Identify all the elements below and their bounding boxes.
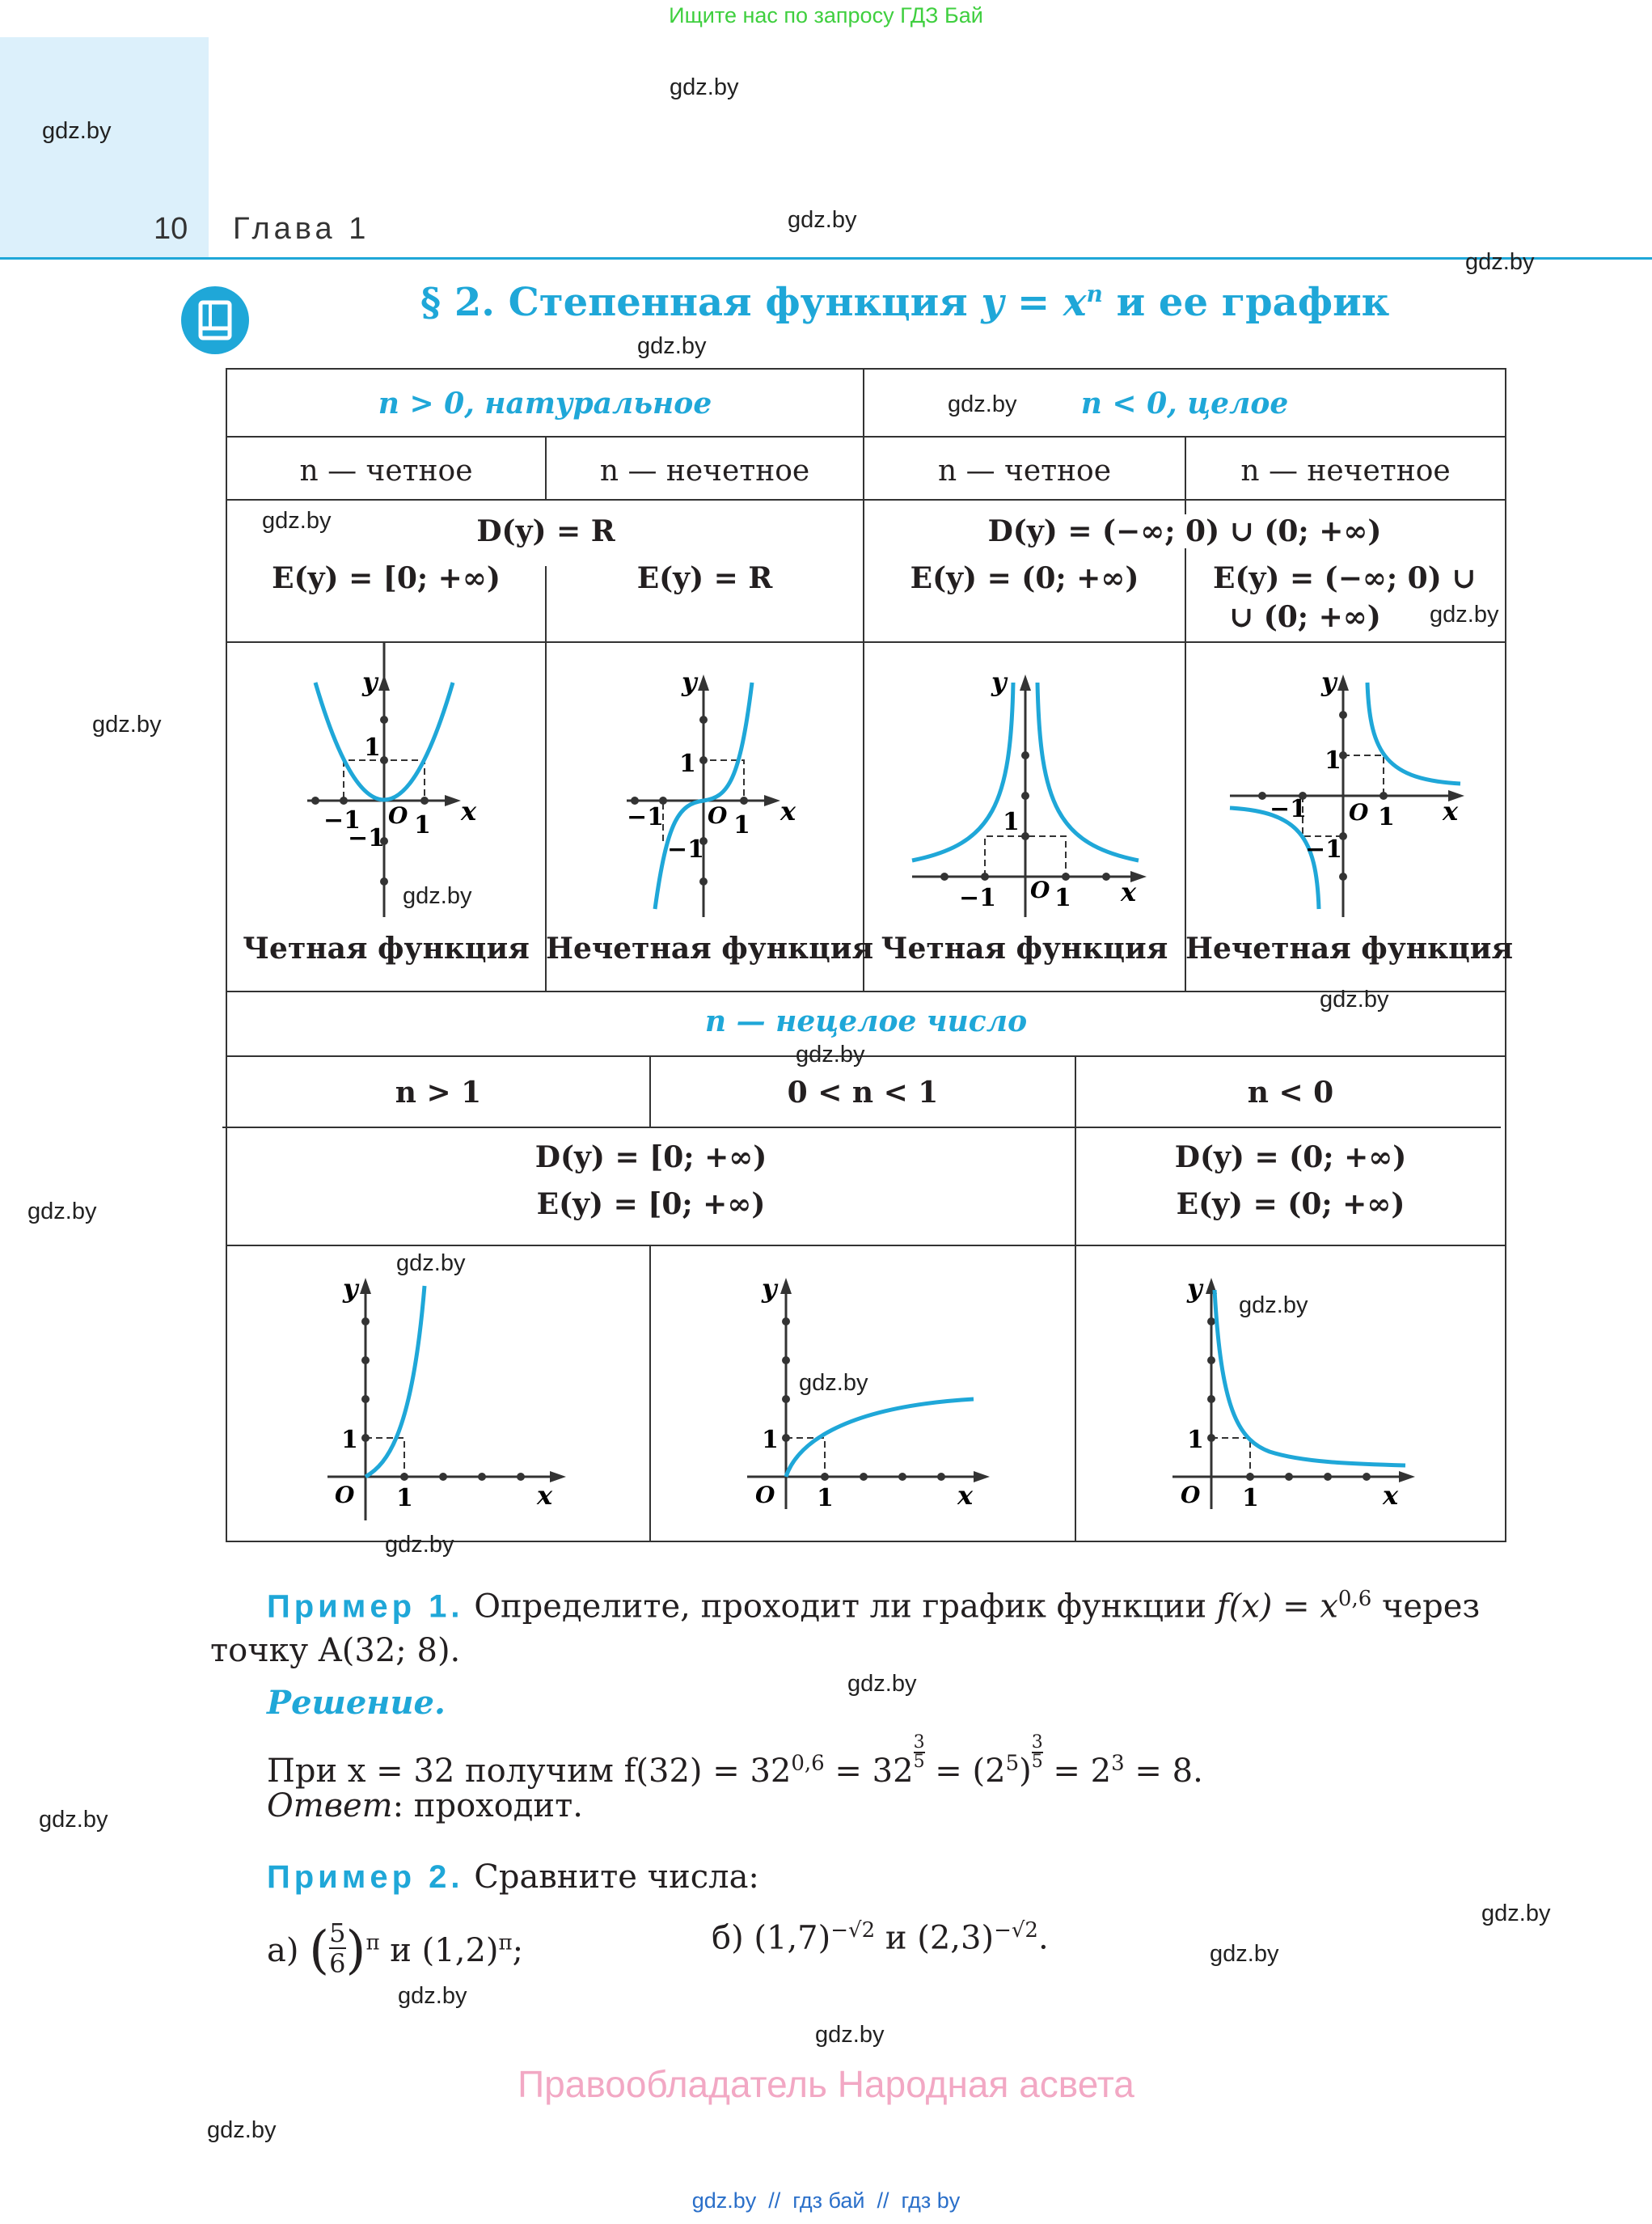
graph-y-label: y <box>682 666 697 697</box>
subhead-n-lt-0: n < 0 <box>1247 1076 1334 1110</box>
watermark: gdz.by <box>403 883 472 909</box>
watermark: gdz.by <box>385 1532 454 1558</box>
graph-one-x: 1 <box>1054 884 1071 912</box>
chapter-label: Глава 1 <box>233 212 370 246</box>
graph-negative-odd <box>1185 642 1506 933</box>
example2-part-a: а) ( $\frac{5}{6}$ )$^\pi$ и $(1,2)^\pi$; <box>267 1917 524 1981</box>
graph-n-lt-0-noninteger <box>1075 1245 1506 1541</box>
solution-label: Решение. <box>267 1684 446 1722</box>
subhead-nat-even: n — четное <box>299 455 473 488</box>
graph-origin-label: O <box>1349 799 1369 826</box>
graph-one-y: 1 <box>1003 808 1020 836</box>
watermark: gdz.by <box>27 1199 97 1224</box>
watermark: gdz.by <box>948 391 1017 417</box>
watermark: gdz.by <box>847 1671 917 1697</box>
watermark: gdz.by <box>670 74 739 100</box>
graph-y-label: y <box>343 1273 358 1304</box>
watermark: gdz.by <box>1465 249 1535 275</box>
graph-natural-odd <box>546 642 864 933</box>
graph-minus-one-x: −1 <box>959 884 997 912</box>
graph-one-y: 1 <box>364 734 381 762</box>
footer-links[interactable]: gdz.by // гдз бай // гдз by <box>691 2188 961 2213</box>
watermark: gdz.by <box>398 1983 467 2009</box>
top-banner: Ищите нас по запросу ГДЗ Бай <box>669 3 983 27</box>
example1-line2: точку A(32; 8). <box>210 1632 461 1669</box>
graph-natural-even <box>226 642 546 933</box>
graph-y-label: y <box>1321 666 1337 697</box>
caption-nat-odd: Нечетная функция <box>546 932 874 966</box>
watermark: gdz.by <box>1239 1292 1308 1318</box>
example1-line1: Пример 1. Определите, проходит ли график функции $f(x) = x^{0,6}$ через <box>267 1587 1481 1626</box>
graph-x-label: x <box>780 796 796 827</box>
caption-nat-even: Четная функция <box>243 932 530 966</box>
graph-one-x: 1 <box>1378 803 1395 831</box>
domain-natural: D(y) = R <box>429 514 663 548</box>
graph-negative-even <box>864 642 1185 933</box>
domain-negative: D(y) = (−∞; 0) ∪ (0; +∞) <box>970 514 1399 548</box>
graph-minus-one-x: −1 <box>627 803 665 831</box>
watermark: gdz.by <box>637 333 707 359</box>
graph-one-y: 1 <box>679 750 696 778</box>
section-title: § 2. Степенная функция $y = x^n$ и ее график <box>420 280 1390 325</box>
graph-x-label: x <box>537 1480 553 1511</box>
range-odd-negative: E(y) = (−∞; 0) ∪ <box>1213 561 1477 595</box>
graph-x-label: x <box>1121 877 1137 907</box>
graph-x-label: x <box>957 1480 974 1511</box>
head-noninteger: n — нецелое число <box>704 1004 1028 1038</box>
subhead-neg-odd: n — нечетное <box>1240 455 1451 488</box>
graph-one-y: 1 <box>341 1426 358 1454</box>
watermark: gdz.by <box>815 2022 885 2048</box>
graph-minus-one-y: −1 <box>348 824 386 852</box>
watermark: gdz.by <box>1320 987 1389 1013</box>
watermark: gdz.by <box>796 1042 865 1068</box>
example2-part-b: б) $(1,7)^{-√2}$ и $(2,3)^{-√2}$. <box>712 1918 1049 1957</box>
head-natural: n > 0, натуральное <box>378 387 712 421</box>
example1-label: Пример 1. <box>267 1588 464 1625</box>
example2-line1: Пример 2. Сравните числа: <box>267 1858 759 1896</box>
watermark: gdz.by <box>799 1370 868 1396</box>
graph-minus-one-y: −1 <box>667 835 705 864</box>
graph-y-label: y <box>991 666 1007 697</box>
subhead-0-lt-n-lt-1: 0 < n < 1 <box>787 1076 939 1110</box>
subhead-nat-odd: n — нечетное <box>599 455 810 488</box>
graph-n-gt-1 <box>226 1245 650 1541</box>
answer-line: Ответ: проходит. <box>267 1787 583 1824</box>
caption-neg-odd: Нечетная функция <box>1185 932 1514 966</box>
domain-negative-exp: D(y) = (0; +∞) <box>1174 1140 1407 1174</box>
solution-line: При x = 32 получим $f(32) = 32^{0,6} = 32$ $\frac{3}{5}$ = $(2^5)$ $\frac{3}{5}$ = $2^3 = 8$. <box>267 1732 1203 1790</box>
graph-one-x: 1 <box>396 1484 413 1512</box>
watermark: gdz.by <box>396 1250 466 1276</box>
watermark: gdz.by <box>788 207 857 233</box>
graph-y-label: y <box>362 666 378 697</box>
watermark: gdz.by <box>1210 1941 1279 1967</box>
graph-y-label: y <box>762 1273 777 1304</box>
graph-y-label: y <box>1187 1273 1202 1304</box>
watermark: gdz.by <box>207 2117 277 2143</box>
example2-label: Пример 2. <box>267 1859 464 1895</box>
watermark: gdz.by <box>42 118 112 144</box>
copyright-line: Правообладатель Народная асвета <box>518 2063 1134 2105</box>
graph-origin-label: O <box>388 802 408 829</box>
graph-minus-one-x: −1 <box>323 806 361 835</box>
caption-neg-even: Четная функция <box>881 932 1168 966</box>
graph-origin-label: O <box>335 1482 355 1508</box>
graph-one-y: 1 <box>762 1426 779 1454</box>
graph-one-x: 1 <box>733 811 750 839</box>
graph-x-label: x <box>1443 796 1459 827</box>
subhead-neg-even: n — четное <box>937 455 1112 488</box>
domain-positive: D(y) = [0; +∞) <box>534 1140 767 1174</box>
graph-one-x: 1 <box>1242 1484 1259 1512</box>
graph-minus-one-y: −1 <box>1305 835 1343 864</box>
range-odd-natural: E(y) = R <box>636 561 773 595</box>
graph-one-y: 1 <box>1187 1426 1204 1454</box>
watermark: gdz.by <box>1430 602 1499 628</box>
watermark: gdz.by <box>92 712 162 738</box>
graph-origin-label: O <box>1030 877 1050 903</box>
graph-origin-label: O <box>1181 1482 1201 1508</box>
range-odd-negative-cont: ∪ (0; +∞) <box>1229 600 1381 634</box>
graph-x-label: x <box>1383 1480 1399 1511</box>
graph-origin-label: O <box>708 802 728 829</box>
range-even-natural: E(y) = [0; +∞) <box>272 561 501 595</box>
range-even-negative: E(y) = (0; +∞) <box>910 561 1139 595</box>
graph-one-y: 1 <box>1325 746 1341 775</box>
graph-one-x: 1 <box>817 1484 834 1512</box>
subhead-n-gt-1: n > 1 <box>395 1076 482 1110</box>
range-negative-exp: E(y) = (0; +∞) <box>1176 1187 1405 1221</box>
graph-one-x: 1 <box>414 811 431 839</box>
head-negative: n < 0, целое <box>1080 387 1289 421</box>
range-positive: E(y) = [0; +∞) <box>536 1187 766 1221</box>
graph-x-label: x <box>461 796 477 827</box>
watermark: gdz.by <box>1481 1901 1551 1926</box>
graph-minus-one-x: −1 <box>1270 795 1308 823</box>
watermark: gdz.by <box>39 1807 108 1833</box>
page-number: 10 <box>154 212 188 246</box>
graph-origin-label: O <box>755 1482 775 1508</box>
watermark: gdz.by <box>262 508 332 534</box>
